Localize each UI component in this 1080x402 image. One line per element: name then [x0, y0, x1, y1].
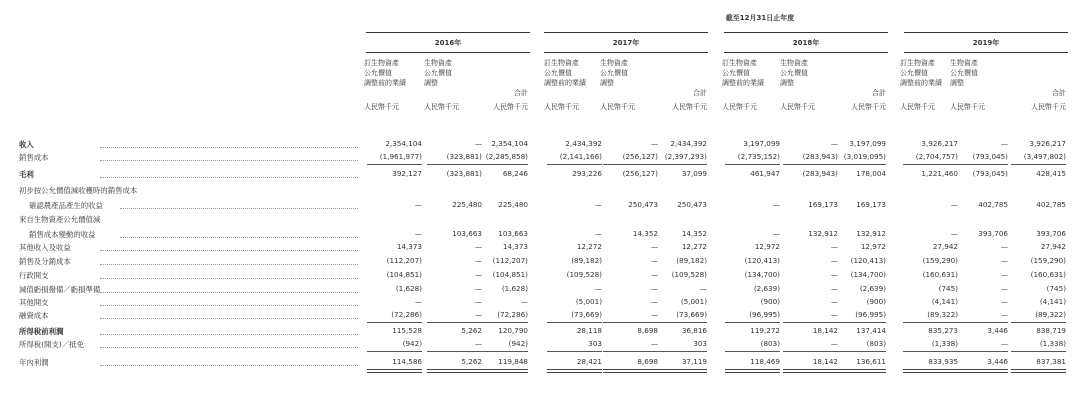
table-cell: 37,119 — [681, 357, 707, 366]
table-cell: — — [650, 297, 658, 306]
column-unit: 人民幣千元 — [722, 103, 757, 111]
table-cell: 14,352 — [681, 229, 707, 238]
table-cell: (942) — [402, 339, 422, 348]
table-cell: 169,173 — [808, 200, 838, 209]
column-header: 合計 — [514, 89, 528, 97]
table-cell: 28,421 — [576, 357, 602, 366]
table-cell: 14,373 — [502, 242, 528, 251]
table-cell: — — [474, 256, 482, 265]
dot-leader — [100, 160, 358, 161]
table-cell: — — [1000, 284, 1008, 293]
table-cell: 115,528 — [392, 326, 422, 335]
table-cell: (5,001) — [680, 297, 707, 306]
dot-leader — [100, 278, 358, 279]
subtotal-rule — [547, 164, 602, 165]
dot-leader — [100, 250, 358, 251]
column-header: 生物資產 公允價值 調整 — [600, 59, 628, 87]
table-cell: — — [474, 242, 482, 251]
subtotal-rule — [1011, 164, 1066, 165]
column-unit: 人民幣千元 — [950, 103, 985, 111]
table-cell: 2,434,392 — [565, 139, 602, 148]
row-label: 銷售成本 — [19, 153, 49, 162]
table-cell: 3,926,217 — [1029, 139, 1066, 148]
dot-leader — [100, 177, 358, 178]
table-cell: — — [650, 242, 658, 251]
table-cell: 3,197,099 — [849, 139, 886, 148]
table-cell: — — [830, 270, 838, 279]
row-label: 減值虧損撥備／虧損準備 — [19, 285, 101, 294]
table-cell: (900) — [866, 297, 886, 306]
subtotal-rule — [367, 164, 422, 165]
table-cell: (283,943) — [802, 169, 838, 178]
table-cell: — — [950, 229, 958, 238]
dot-leader — [100, 365, 358, 366]
table-cell: — — [474, 270, 482, 279]
table-cell: 12,972 — [754, 242, 780, 251]
table-cell: 461,947 — [750, 169, 780, 178]
table-cell: — — [650, 139, 658, 148]
table-cell: — — [830, 297, 838, 306]
table-cell: (160,631) — [922, 270, 958, 279]
table-cell: (3,497,802) — [1023, 152, 1066, 161]
table-cell: (4,141) — [1039, 297, 1066, 306]
table-cell: (256,127) — [622, 152, 658, 161]
column-header: 合計 — [693, 89, 707, 97]
table-cell: — — [474, 284, 482, 293]
table-cell: (2,397,293) — [664, 152, 707, 161]
total-double-rule — [903, 369, 958, 373]
total-double-rule — [783, 369, 838, 373]
year-label: 2016年 — [434, 39, 462, 47]
table-cell: (1,338) — [931, 339, 958, 348]
subtotal-rule — [473, 351, 528, 352]
subtotal-rule — [903, 351, 958, 352]
table-cell: — — [520, 297, 528, 306]
table-cell: 27,942 — [1040, 242, 1066, 251]
dot-leader — [100, 292, 358, 293]
total-double-rule — [603, 369, 658, 373]
table-cell: (104,851) — [386, 270, 422, 279]
subtotal-rule — [547, 322, 602, 323]
subtotal-rule — [903, 322, 958, 323]
subtotal-rule — [903, 164, 958, 165]
table-cell: 428,415 — [1036, 169, 1066, 178]
table-cell: 225,480 — [452, 200, 482, 209]
table-cell: 28,118 — [576, 326, 602, 335]
subtotal-rule — [547, 351, 602, 352]
table-cell: 120,790 — [498, 326, 528, 335]
table-cell: (5,001) — [575, 297, 602, 306]
table-cell: (104,851) — [492, 270, 528, 279]
subtotal-rule — [473, 164, 528, 165]
table-cell: 5,262 — [461, 326, 482, 335]
subtotal-rule — [953, 164, 1008, 165]
table-cell: (89,322) — [1035, 310, 1066, 319]
year-rule-bottom — [544, 52, 708, 53]
table-cell: 27,942 — [932, 242, 958, 251]
table-cell: — — [1000, 139, 1008, 148]
table-cell: — — [474, 310, 482, 319]
row-label: 所得稅(開支)／抵免 — [19, 340, 84, 349]
table-cell: (793,045) — [972, 169, 1008, 178]
table-cell: 5,262 — [461, 357, 482, 366]
subtotal-rule — [831, 351, 886, 352]
total-double-rule — [473, 369, 528, 373]
table-cell: — — [650, 270, 658, 279]
dot-leader — [100, 147, 358, 148]
subtotal-rule — [652, 164, 707, 165]
table-cell: — — [1000, 339, 1008, 348]
table-cell: (72,286) — [497, 310, 528, 319]
table-cell: 3,926,217 — [921, 139, 958, 148]
subtotal-rule — [725, 164, 780, 165]
subtotal-rule — [1011, 351, 1066, 352]
table-cell: 837,381 — [1036, 357, 1066, 366]
table-cell: (2,285,858) — [485, 152, 528, 161]
year-header-2 — [544, 32, 708, 56]
table-cell: — — [830, 310, 838, 319]
subtotal-rule — [783, 322, 838, 323]
column-header: 合計 — [872, 89, 886, 97]
subtotal-rule — [783, 351, 838, 352]
table-cell: 835,273 — [928, 326, 958, 335]
column-unit: 人民幣千元 — [544, 103, 579, 111]
table-cell: — — [1000, 310, 1008, 319]
year-rule-bottom — [366, 52, 530, 53]
table-cell: 136,611 — [856, 357, 886, 366]
table-cell: 303 — [588, 339, 602, 348]
table-cell: (2,141,166) — [559, 152, 602, 161]
column-header: 生物資產 公允價值 調整 — [424, 59, 452, 87]
table-cell: 36,816 — [681, 326, 707, 335]
table-cell: 118,469 — [750, 357, 780, 366]
table-cell: — — [414, 200, 422, 209]
row-label: 收入 — [19, 140, 34, 149]
dot-leader — [100, 318, 358, 319]
table-cell: 392,127 — [392, 169, 422, 178]
table-cell: (159,290) — [1030, 256, 1066, 265]
year-header-3 — [724, 32, 888, 56]
table-cell: — — [650, 284, 658, 293]
table-cell: (900) — [760, 297, 780, 306]
subtotal-rule — [367, 351, 422, 352]
table-cell: 169,173 — [856, 200, 886, 209]
table-cell: 132,912 — [856, 229, 886, 238]
table-cell: (803) — [866, 339, 886, 348]
row-label: 年內利潤 — [19, 358, 49, 367]
table-cell: 1,221,460 — [921, 169, 958, 178]
subtotal-rule — [953, 351, 1008, 352]
table-cell: — — [474, 297, 482, 306]
total-double-rule — [953, 369, 1008, 373]
table-cell: — — [650, 339, 658, 348]
table-cell: 2,354,104 — [385, 139, 422, 148]
table-cell: 12,972 — [860, 242, 886, 251]
total-double-rule — [367, 369, 422, 373]
row-label: 銷售及分銷成本 — [19, 257, 71, 266]
table-cell: (96,995) — [855, 310, 886, 319]
table-cell: 393,706 — [978, 229, 1008, 238]
column-header: 訂生物資產 公允價值 調整前的業績 — [722, 59, 764, 87]
table-cell: (803) — [760, 339, 780, 348]
table-cell: (109,528) — [671, 270, 707, 279]
table-cell: (159,290) — [922, 256, 958, 265]
table-cell: — — [1000, 256, 1008, 265]
table-cell: — — [830, 139, 838, 148]
table-cell: (120,413) — [744, 256, 780, 265]
table-cell: (745) — [1046, 284, 1066, 293]
table-cell: 18,142 — [812, 326, 838, 335]
column-unit: 人民幣千元 — [851, 103, 886, 111]
table-cell: — — [830, 284, 838, 293]
table-cell: 119,848 — [498, 357, 528, 366]
column-header: 訂生物資產 公允價值 調整前的業績 — [900, 59, 942, 87]
table-cell: — — [650, 256, 658, 265]
table-cell: — — [650, 310, 658, 319]
year-rule-top — [904, 32, 1068, 33]
column-header: 訂生物資產 公允價值 調整前的業績 — [544, 59, 586, 87]
table-cell: (2,704,757) — [915, 152, 958, 161]
column-unit: 人民幣千元 — [780, 103, 815, 111]
year-rule-bottom — [724, 52, 888, 53]
row-label: 行政開支 — [19, 271, 49, 280]
table-cell: (89,182) — [571, 256, 602, 265]
row-label: 所得稅前利潤 — [19, 327, 64, 336]
period-title: 截至12月31日止年度 — [725, 14, 795, 22]
table-cell: 303 — [693, 339, 707, 348]
table-cell: 393,706 — [1036, 229, 1066, 238]
dot-leader — [100, 305, 358, 306]
table-cell: — — [594, 284, 602, 293]
table-cell: — — [699, 284, 707, 293]
row-label: 融資成本 — [19, 311, 49, 320]
row-label: 初步按公允價值減收穫時的銷售成本 — [19, 186, 138, 195]
dot-leader — [120, 208, 358, 209]
column-unit: 人民幣千元 — [1031, 103, 1066, 111]
row-label: 其他收入及收益 — [19, 243, 71, 252]
subtotal-rule — [831, 322, 886, 323]
table-cell: — — [594, 200, 602, 209]
table-cell: — — [772, 229, 780, 238]
table-cell: 8,698 — [637, 326, 658, 335]
subtotal-rule — [603, 322, 658, 323]
table-cell: 250,473 — [628, 200, 658, 209]
column-unit: 人民幣千元 — [493, 103, 528, 111]
table-cell: (2,735,152) — [737, 152, 780, 161]
dot-leader — [100, 347, 358, 348]
dot-leader — [100, 334, 358, 335]
table-cell: (1,961,977) — [379, 152, 422, 161]
year-label: 2018年 — [792, 39, 820, 47]
year-header-1 — [366, 32, 530, 56]
subtotal-rule — [652, 351, 707, 352]
table-cell: 8,698 — [637, 357, 658, 366]
table-cell: (323,881) — [446, 169, 482, 178]
table-cell: (3,019,095) — [843, 152, 886, 161]
total-double-rule — [725, 369, 780, 373]
table-cell: (96,995) — [749, 310, 780, 319]
table-cell: 178,004 — [856, 169, 886, 178]
subtotal-rule — [652, 322, 707, 323]
table-cell: 3,197,099 — [743, 139, 780, 148]
table-cell: — — [830, 339, 838, 348]
table-cell: 103,663 — [452, 229, 482, 238]
table-cell: 14,373 — [396, 242, 422, 251]
year-rule-bottom — [904, 52, 1068, 53]
total-double-rule — [652, 369, 707, 373]
total-double-rule — [831, 369, 886, 373]
column-unit: 人民幣千元 — [672, 103, 707, 111]
table-cell: — — [474, 339, 482, 348]
table-cell: 137,414 — [856, 326, 886, 335]
table-cell: — — [414, 297, 422, 306]
subtotal-rule — [1011, 322, 1066, 323]
table-cell: 114,586 — [392, 357, 422, 366]
subtotal-rule — [953, 322, 1008, 323]
table-cell: 838,719 — [1036, 326, 1066, 335]
table-cell: — — [830, 256, 838, 265]
table-cell: (2,639) — [753, 284, 780, 293]
table-cell: (120,413) — [850, 256, 886, 265]
table-cell: — — [830, 242, 838, 251]
dot-leader — [120, 237, 358, 238]
table-cell: 833,935 — [928, 357, 958, 366]
year-header-4 — [904, 32, 1068, 56]
table-cell: — — [594, 229, 602, 238]
column-unit: 人民幣千元 — [600, 103, 635, 111]
table-cell: (109,528) — [566, 270, 602, 279]
table-cell: (89,322) — [927, 310, 958, 319]
table-cell: (160,631) — [1030, 270, 1066, 279]
subtotal-rule — [783, 164, 838, 165]
table-cell: 250,473 — [677, 200, 707, 209]
total-double-rule — [1011, 369, 1066, 373]
table-cell: (73,669) — [571, 310, 602, 319]
dot-leader — [100, 264, 358, 265]
table-cell: 119,272 — [750, 326, 780, 335]
table-cell: (4,141) — [931, 297, 958, 306]
table-cell: (73,669) — [676, 310, 707, 319]
subtotal-rule — [603, 351, 658, 352]
table-cell: 2,434,392 — [670, 139, 707, 148]
table-cell: (134,700) — [744, 270, 780, 279]
year-rule-top — [366, 32, 530, 33]
row-label: 確認農產品產生的收益 — [29, 201, 103, 210]
row-label: 來自生物資產公允價值減 — [19, 215, 101, 224]
subtotal-rule — [831, 164, 886, 165]
table-cell: — — [1000, 270, 1008, 279]
row-label: 銷售成本變動的收益 — [29, 230, 96, 239]
table-cell: (1,628) — [395, 284, 422, 293]
table-cell: (323,881) — [446, 152, 482, 161]
table-cell: (1,338) — [1039, 339, 1066, 348]
table-cell: 18,142 — [812, 357, 838, 366]
subtotal-rule — [725, 351, 780, 352]
row-label: 毛利 — [19, 170, 34, 179]
subtotal-rule — [725, 322, 780, 323]
table-cell: 12,272 — [681, 242, 707, 251]
table-cell: 132,912 — [808, 229, 838, 238]
table-cell: — — [772, 200, 780, 209]
table-cell: (942) — [508, 339, 528, 348]
table-cell: 12,272 — [576, 242, 602, 251]
year-rule-top — [724, 32, 888, 33]
table-cell: 2,354,104 — [491, 139, 528, 148]
table-cell: (793,045) — [972, 152, 1008, 161]
year-label: 2017年 — [612, 39, 640, 47]
table-cell: (1,628) — [501, 284, 528, 293]
table-cell: (89,182) — [676, 256, 707, 265]
column-unit: 人民幣千元 — [900, 103, 935, 111]
table-cell: (72,286) — [391, 310, 422, 319]
subtotal-rule — [603, 164, 658, 165]
row-label: 其他開支 — [19, 298, 49, 307]
table-cell: 402,785 — [1036, 200, 1066, 209]
table-cell: 293,226 — [572, 169, 602, 178]
table-cell: — — [950, 200, 958, 209]
table-cell: 402,785 — [978, 200, 1008, 209]
table-cell: (745) — [938, 284, 958, 293]
table-cell: 103,663 — [498, 229, 528, 238]
column-header: 生物資產 公允價值 調整 — [950, 59, 978, 87]
year-label: 2019年 — [972, 39, 1000, 47]
column-header: 合計 — [1052, 89, 1066, 97]
column-header: 訂生物資產 公允價值 調整前的業績 — [364, 59, 406, 87]
table-cell: — — [1000, 242, 1008, 251]
table-cell: — — [414, 229, 422, 238]
column-unit: 人民幣千元 — [424, 103, 459, 111]
column-header: 生物資產 公允價值 調整 — [780, 59, 808, 87]
table-cell: (134,700) — [850, 270, 886, 279]
table-cell: (283,943) — [802, 152, 838, 161]
table-cell: 3,446 — [987, 326, 1008, 335]
table-cell: (256,127) — [622, 169, 658, 178]
table-cell: (2,639) — [859, 284, 886, 293]
total-double-rule — [547, 369, 602, 373]
subtotal-rule — [367, 322, 422, 323]
column-unit: 人民幣千元 — [364, 103, 399, 111]
year-rule-top — [544, 32, 708, 33]
table-cell: 68,246 — [502, 169, 528, 178]
table-cell: (112,207) — [386, 256, 422, 265]
table-cell: 14,352 — [632, 229, 658, 238]
table-cell: (112,207) — [492, 256, 528, 265]
table-cell: 3,446 — [987, 357, 1008, 366]
table-cell: 225,480 — [498, 200, 528, 209]
table-cell: 37,099 — [681, 169, 707, 178]
table-cell: — — [1000, 297, 1008, 306]
subtotal-rule — [473, 322, 528, 323]
table-cell: — — [474, 139, 482, 148]
